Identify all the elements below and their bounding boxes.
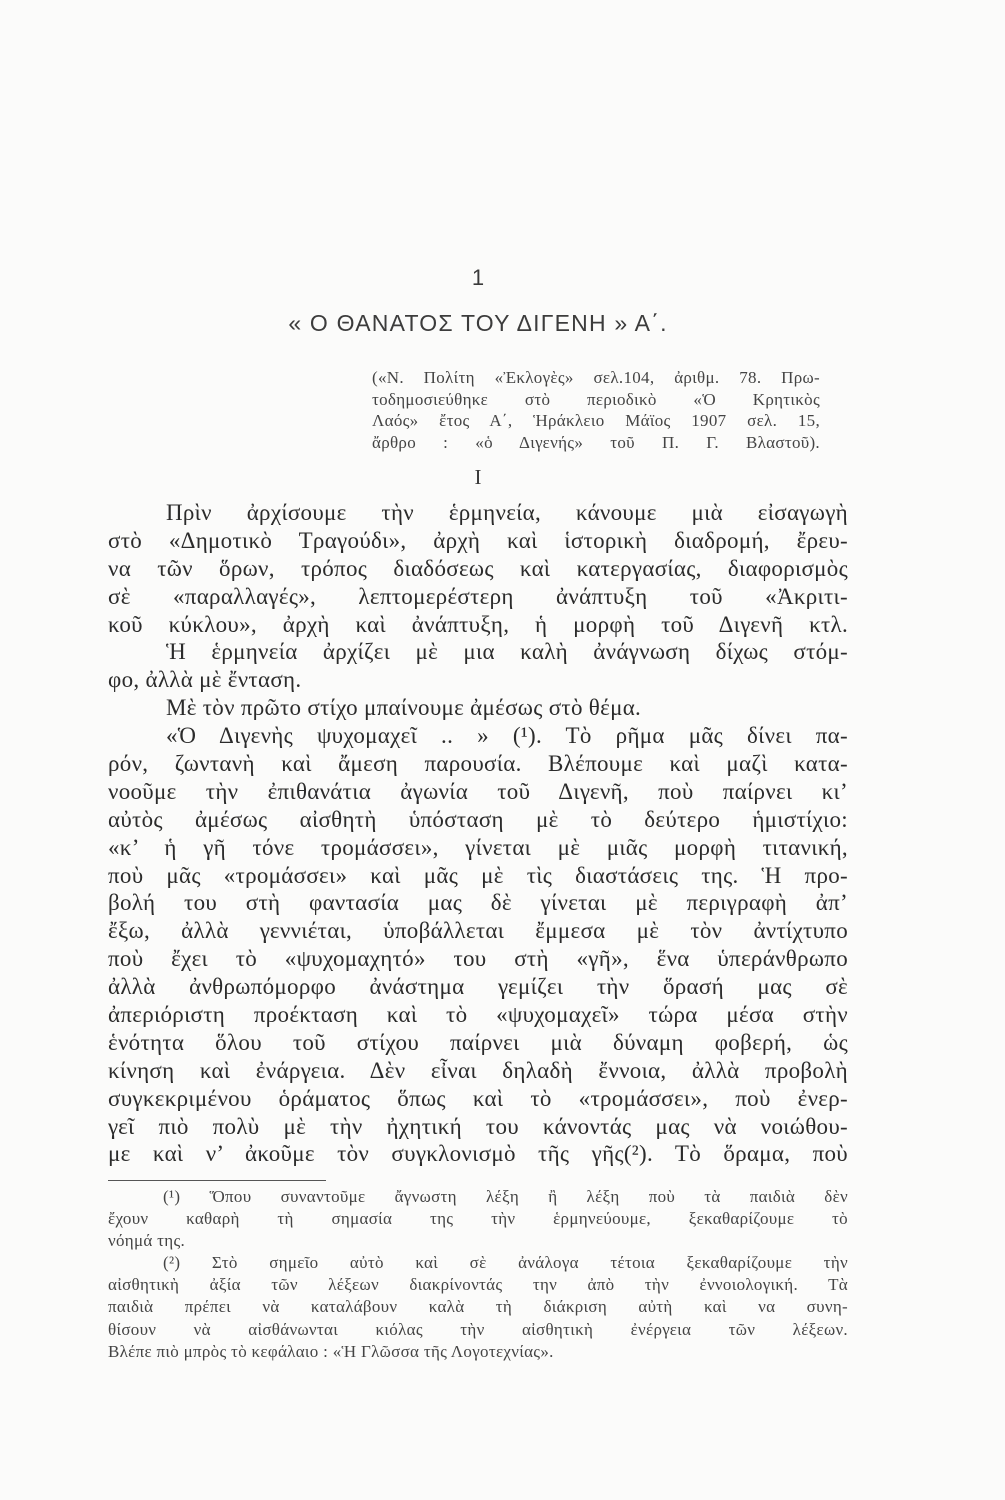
footnote-line: (²) Στὸ σημεῖο αὐτὸ καὶ σὲ ἀνάλογα τέτοια ξεκαθαρίζουμε τὴν	[163, 1253, 848, 1273]
paragraph	[108, 638, 848, 694]
footnote-line: αἰσθητικὴ ἀξία τῶν λέξεων διακρίνοντάς την ἀπὸ τὴν ἐννοιολογική. Τὰ	[108, 1275, 848, 1295]
body-line: συγκεκριμένου ὁράματος ὅπως καὶ τὸ «τρομάσσει», ποὺ ἐνερ-	[108, 1085, 848, 1111]
footnote-line: ἔχουν καθαρὴ τὴ σημασία της τὴν ἑρμηνεύουμε, ξεκαθαρίζουμε τὸ	[108, 1209, 848, 1229]
body-line: βολή του στὴ φαντασία μας δὲ γίνεται μὲ περιγραφὴ ἀπ’	[108, 890, 848, 916]
body-line: ἀπεριόριστη προέκταση καὶ τὸ «ψυχομαχεῖ» τώρα μέσα στὴν	[108, 1002, 848, 1028]
body-line: Πρὶν ἀρχίσουμε τὴν ἑρμηνεία, κάνουμε μιὰ εἰσαγωγὴ	[166, 500, 848, 525]
paragraph	[108, 694, 848, 722]
body-line: ἀλλὰ ἀνθρωπόμορφο ἀνάστημα γεμίζει τὴν ὅρασή μας σὲ	[108, 974, 848, 1000]
paragraph	[108, 499, 848, 638]
body-line: φο, ἀλλὰ μὲ ἔνταση.	[108, 667, 302, 693]
body-line: σὲ «παραλλαγές», λεπτομερέστερη ἀνάπτυξη τοῦ «Ἀκριτι-	[108, 583, 848, 609]
body-text	[108, 499, 848, 1168]
body-line: αὐτὸς ἀμέσως αἰσθητὴ ὑπόσταση μὲ τὸ δεύτερο ἡμιστίχιο:	[108, 806, 848, 832]
body-line: Μὲ τὸν πρῶτο στίχο μπαίνουμε ἀμέσως στὸ θέμα.	[166, 695, 642, 721]
footnote	[108, 1252, 848, 1362]
body-line: να τῶν ὅρων, τρόπος διαδόσεως καὶ κατεργασίας, διαφορισμὸς	[108, 555, 848, 581]
source-note-line: ἄρθρο : «ὁ Διγενής» τοῦ Π. Γ. Βλαστοῦ).	[372, 433, 820, 453]
section-number: I	[474, 465, 482, 489]
body-line: με καὶ ν’ ἀκοῦμε τὸν συγκλονισμὸ τῆς γῆς(²). Τὸ ὅραμα, ποὺ	[108, 1141, 848, 1167]
body-line: «Ὁ Διγενὴς ψυχομαχεῖ .. » (¹). Τὸ ρῆμα μᾶς δίνει πα-	[166, 723, 848, 749]
body-line: ποὺ ἔχει τὸ «ψυχομαχητό» του στὴ «γῆ», ἕνα ὑπεράνθρωπο	[108, 946, 848, 972]
source-note-line: τοδημοσιεύθηκε στὸ περιοδικὸ «Ὁ Κρητικὸς	[372, 389, 820, 409]
source-note-line: Λαός» ἔτος Α΄, Ἡράκλειο Μάϊος 1907 σελ. 15,	[372, 411, 820, 431]
body-line: ρόν, ζωντανὴ καὶ ἄμεση παρουσία. Βλέπουμε καὶ μαζὶ κατα-	[108, 751, 848, 777]
footnote	[108, 1186, 848, 1252]
body-line: Ἡ ἑρμηνεία ἀρχίζει μὲ μια καλὴ ἀνάγνωση δίχως στόμ-	[166, 639, 848, 665]
body-line: ἔξω, ἀλλὰ γεννιέται, ὑποβάλλεται ἔμμεσα μὲ τὸν ἀντίχτυπο	[108, 918, 848, 944]
body-line: κοῦ κύκλου», ἀρχὴ καὶ ἀνάπτυξη, ἡ μορφὴ τοῦ Διγενῆ κτλ.	[108, 611, 848, 637]
footnotes	[108, 1186, 848, 1363]
body-line: ποὺ μᾶς «τρομάσσει» καὶ μᾶς μὲ τὶς διαστάσεις της. Ἡ προ-	[108, 862, 848, 888]
page-number: 1	[471, 265, 485, 290]
footnote-line: θίσουν νὰ αἰσθάνωνται κιόλας τὴν αἰσθητικὴ ἐνέργεια τῶν λέξεων.	[108, 1319, 848, 1339]
body-line: ἑνότητα ὅλου τοῦ στίχου παίρνει μιὰ δύναμη φοβερή, ὡς	[108, 1029, 848, 1055]
body-line: γεῖ πιὸ πολὺ μὲ τὴν ἠχητική του κάνοντάς μας νὰ νοιώθου-	[108, 1113, 848, 1139]
footnote-line: νόημά της.	[108, 1231, 186, 1251]
paragraph	[108, 722, 848, 1168]
source-note	[372, 367, 820, 454]
footnote-line: (¹) Ὅπου συναντοῦμε ἄγνωστη λέξη ἢ λέξη ποὺ τὰ παιδιὰ δὲν	[163, 1187, 848, 1206]
body-line: νοοῦμε τὴν ἐπιθανάτια ἀγωνία τοῦ Διγενῆ, ποὺ παίρνει κι’	[108, 778, 848, 804]
body-line: κίνηση καὶ ἐνάργεια. Δὲν εἶναι δηλαδὴ ἔννοια, ἀλλὰ προβολὴ	[108, 1057, 848, 1083]
footnote-line: παιδιὰ πρέπει νὰ καταλάβουν καλὰ τὴ διάκριση αὐτὴ καὶ να συνη-	[108, 1297, 848, 1317]
body-line: «κ’ ἡ γῆ τόνε τρομάσσει», γίνεται μὲ μιᾶς μορφὴ τιτανική,	[108, 834, 848, 860]
footnote-rule	[108, 1180, 326, 1181]
chapter-title: « Ο ΘΑΝΑΤΟΣ ΤΟΥ ΔΙΓΕΝΗ » Α΄.	[288, 310, 668, 336]
body-line: στὸ «Δημοτικὸ Τραγούδι», ἀρχὴ καὶ ἱστορικὴ διαδρομή, ἔρευ-	[108, 527, 848, 553]
footnote-line: Βλέπε πιὸ μπρὸς τὸ κεφάλαιο : «Ἡ Γλῶσσα τῆς Λογοτεχνίας».	[108, 1341, 554, 1361]
source-note-line: («Ν. Πολίτη «Ἐκλογὲς» σελ.104, ἀριθμ. 78. Πρω-	[372, 368, 820, 387]
